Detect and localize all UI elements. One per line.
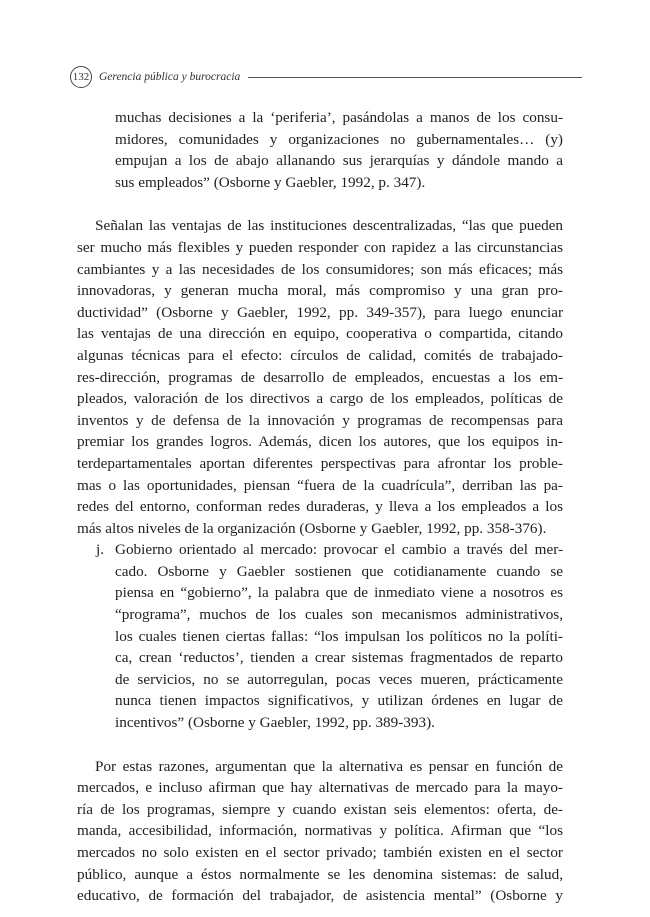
block-quote: [77, 107, 563, 193]
text-line: inventos y de defensa de la innovación y programas de recompensas para: [77, 411, 563, 429]
text-line: pleados, valoración de los directivos a cargo de los empleados, políticas de: [77, 390, 563, 408]
text-line: ser mucho más flexibles y pueden responder con rapidez a las circunstancias: [77, 238, 563, 256]
text-line: premiar los grandes logros. Además, dicen los autores, que los equipos in-: [77, 433, 563, 451]
text-line: ductividad” (Osborne y Gaebler, 1992, pp. 349-357), para luego enunciar: [77, 303, 563, 321]
text-line: algunas técnicas para el efecto: círculos de calidad, comités de trabajado-: [77, 346, 563, 364]
text-line: más altos niveles de la organización (Osborne y Gaebler, 1992, pp. 358-376).: [77, 519, 547, 537]
running-title: Gerencia pública y burocracia: [99, 71, 241, 83]
text-line: redes del entorno, conforman redes duraderas, y lleva a los empleados a los: [77, 498, 563, 516]
paragraph-spacer: [77, 193, 563, 215]
text-line: Señalan las ventajas de las instituciones descentralizadas, “las que pueden: [95, 217, 563, 235]
text-line: empujan a los de abajo allanando sus jerarquías y dándole mando a: [115, 152, 563, 170]
header-rule: [248, 77, 582, 78]
text-line: innovadoras, y generan mucha moral, más compromiso y una gran pro-: [77, 282, 563, 300]
text-line: de servicios, no se autorregulan, pocas veces mueren, prácticamente: [115, 670, 563, 688]
text-line: muchas decisiones a la ‘periferia’, pasándolas a manos de los consu-: [115, 109, 563, 126]
paragraph: [77, 756, 563, 907]
text-line: terdepartamentales aportan diferentes perspectivas para afrontar los proble-: [77, 454, 563, 472]
text-line: educativo, de formación del trabajador, de asistencia mental” (Osborne y: [77, 887, 563, 905]
list-marker: j.: [96, 541, 105, 559]
text-line: mercados no solo existen en el sector privado; también existen en el sector: [77, 844, 563, 861]
list-item-j: [77, 539, 563, 733]
page-header: [70, 66, 582, 88]
text-line: los cuales tienen ciertas fallas: “los impulsan los políticos no la políti-: [115, 627, 563, 645]
page-body: [77, 107, 563, 907]
text-line: las ventajas de una dirección en equipo, cooperativa o compartida, citando: [77, 325, 563, 343]
text-line: ca, crean ‘reductos’, tienden a crear sistemas fragmentados de reparto: [115, 649, 563, 667]
text-line: público, aunque a éstos normalmente se les denomina sistemas: de salud,: [77, 865, 563, 883]
paragraph-spacer: [77, 734, 563, 756]
text-line: manda, accesibilidad, información, normativas y política. Afirman que “los: [77, 822, 563, 840]
text-line: res-dirección, programas de desarrollo de empleados, encuestas a los em-: [77, 368, 563, 386]
paragraph: [77, 215, 563, 539]
page-number: 132: [70, 66, 92, 88]
text-line: Por estas razones, argumentan que la alternativa es pensar en función de: [95, 757, 563, 775]
text-line: cado. Osborne y Gaebler sostienen que cotidianamente cuando se: [115, 562, 563, 580]
text-line: “programa”, muchos de los cuales son mecanismos administrativos,: [115, 606, 563, 624]
text-line: mas o las oportunidades, piensan “fuera de la cuadrícula”, derriban las pa-: [77, 476, 563, 494]
text-line: ría de los programas, siempre y cuando existan seis elementos: oferta, de-: [77, 800, 563, 818]
text-line: cambiantes y a las necesidades de los consumidores; son más eficaces; más: [77, 260, 563, 278]
text-line: Gobierno orientado al mercado: provocar el cambio a través del mer-: [115, 541, 563, 559]
text-line: nunca tienen impactos significativos, y utilizan órdenes en lugar de: [115, 692, 563, 710]
text-line: sus empleados” (Osborne y Gaebler, 1992, p. 347).: [115, 173, 426, 191]
text-line: midores, comunidades y organizaciones no gubernamentales… (y): [115, 130, 563, 148]
text-line: incentivos” (Osborne y Gaebler, 1992, pp. 389-393).: [115, 714, 435, 732]
text-line: mercados, e incluso afirman que hay alternativas de mercado para la mayo-: [77, 779, 563, 797]
text-line: piensa en “gobierno”, la palabra que de inmediato viene a nosotros es: [115, 584, 563, 602]
